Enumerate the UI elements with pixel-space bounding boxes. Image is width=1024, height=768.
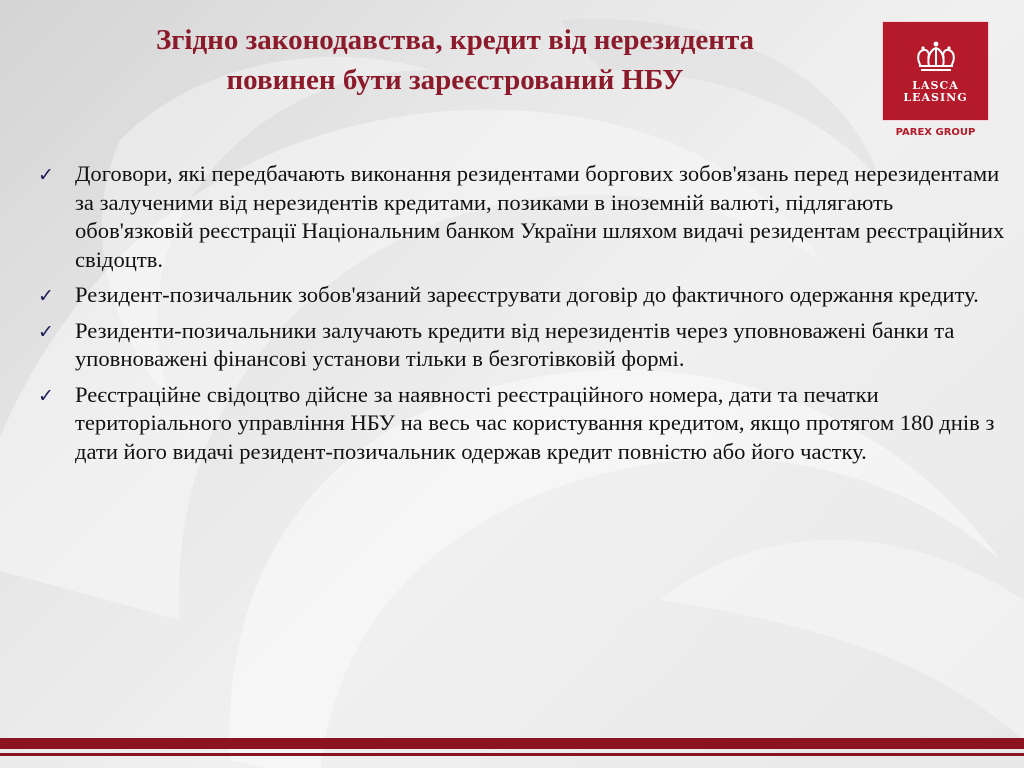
bullet-text: Договори, які передбачають виконання резидентами боргових зобов'язань перед нерезидентами за залученими від нерезидентів кредитами, позиками в іноземній валюті, підлягають обов'язковій реєстрації Національним банком України шляхом видачі резидентам реєстраційних свідоцтв. [75,161,1005,272]
logo-text-lasca: LASCA [912,79,959,92]
bullet-item [38,160,1013,274]
bullet-text: Резидент-позичальник зобов'язаний зареєструвати договір до фактичного одержання кредиту. [75,282,979,307]
bullet-text: Резиденти-позичальники залучають кредити від нерезидентів через уповноважені банки та уповноважені фінансові установи тільки в безготівковій формі. [75,317,955,371]
parex-group-label: PAREX GROUP [895,127,976,138]
bullet-item [38,381,1013,467]
bullet-item [38,317,1013,374]
lasca-leasing-logo [883,22,988,120]
bullet-text: Реєстраційне свідоцтво дійсне за наявності реєстраційного номера, дати та печатки територіального управління НБУ на весь час користування кредитом, якщо протягом 180 днів з дати його видачі резидент-позичальник одержав кредит повністю або його частку. [75,381,995,464]
bullet-list [38,160,1013,473]
logo-text-leasing: LEASING [903,91,968,104]
checkmark-icon: ✓ [38,285,54,307]
checkmark-icon: ✓ [38,164,54,186]
title-line-2: повинен бути зареєстрований НБУ [226,64,684,96]
checkmark-icon: ✓ [38,384,54,407]
footer-bar-thin [0,753,1024,756]
title-line-1: Згідно законодавства, кредит від нерезидента [155,24,755,56]
checkmark-icon: ✓ [38,320,54,343]
bullet-item [38,281,1013,310]
footer-bar-thick [0,738,1024,749]
crown-icon [913,40,959,74]
slide-title [60,20,850,100]
